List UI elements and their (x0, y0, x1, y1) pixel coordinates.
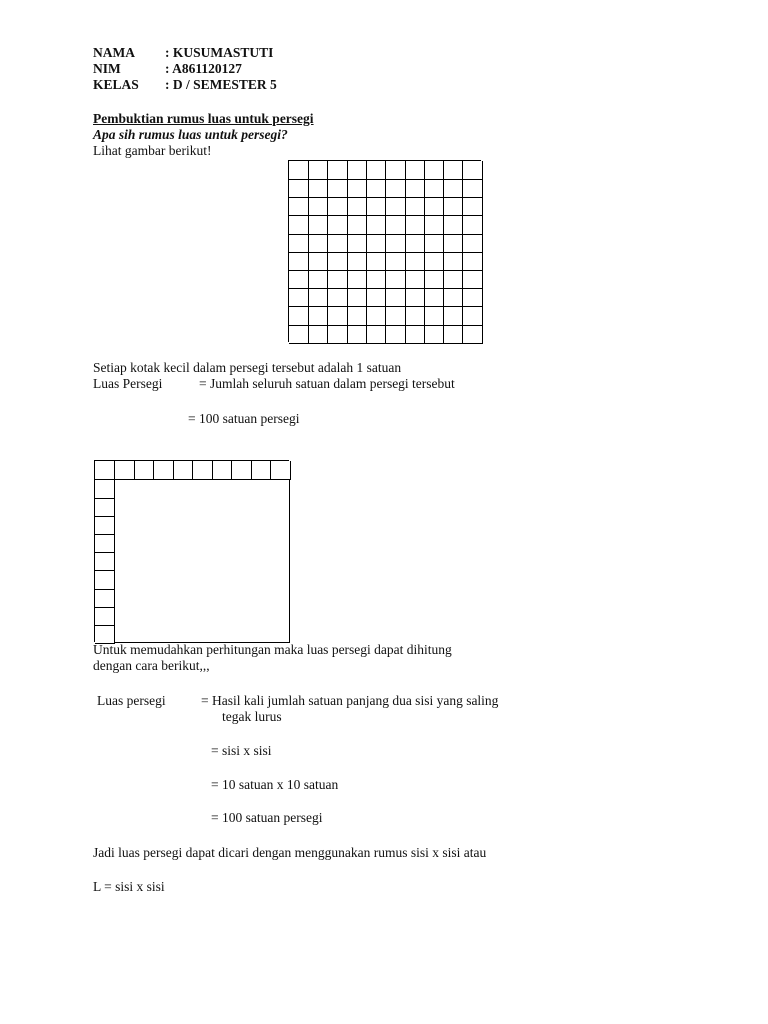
unit-square (424, 270, 444, 289)
unit-square (328, 197, 348, 216)
explain2-eq1b: tegak lurus (222, 709, 282, 724)
full-square-grid (288, 160, 481, 342)
unit-square (424, 216, 444, 235)
unit-square (443, 234, 463, 253)
top-unit-square (115, 461, 135, 480)
unit-square (424, 234, 444, 253)
unit-square (463, 307, 483, 326)
unit-square (328, 161, 348, 180)
unit-square (463, 179, 483, 198)
unit-square (308, 179, 328, 198)
unit-square (386, 325, 406, 344)
explain1-label: Luas Persegi (93, 376, 163, 391)
unit-square (463, 234, 483, 253)
unit-square (443, 307, 463, 326)
left-unit-square (95, 516, 115, 535)
unit-square (405, 270, 425, 289)
unit-square (366, 325, 386, 344)
explain2-label: Luas persegi (97, 693, 166, 708)
unit-square (463, 325, 483, 344)
unit-square (424, 179, 444, 198)
unit-square (366, 270, 386, 289)
nim-value: : A861120127 (165, 61, 242, 76)
unit-square (328, 234, 348, 253)
unit-square (424, 325, 444, 344)
unit-square (463, 270, 483, 289)
unit-square (366, 252, 386, 271)
conclusion-formula: L = sisi x sisi (93, 879, 165, 894)
left-unit-square (95, 498, 115, 517)
top-unit-square (173, 461, 193, 480)
unit-square (328, 288, 348, 307)
explain2-eq1: = Hasil kali jumlah satuan panjang dua sisi yang saling (201, 693, 499, 708)
unit-square (463, 161, 483, 180)
section-intro: Lihat gambar berikut! (93, 143, 212, 158)
unit-square (443, 270, 463, 289)
top-unit-square (134, 461, 154, 480)
unit-square (289, 270, 309, 289)
remaining-area (114, 479, 291, 643)
section-title: Pembuktian rumus luas untuk persegi (93, 111, 314, 126)
unit-square (405, 325, 425, 344)
unit-square (405, 179, 425, 198)
left-unit-square (95, 607, 115, 626)
unit-square (308, 197, 328, 216)
unit-square (308, 252, 328, 271)
top-unit-square (193, 461, 213, 480)
unit-square (405, 197, 425, 216)
unit-square (443, 252, 463, 271)
explain2-eq3: = 10 satuan x 10 satuan (211, 777, 339, 792)
unit-square (366, 179, 386, 198)
explain2-eq2: = sisi x sisi (211, 743, 272, 758)
side-units-grid (94, 460, 289, 642)
unit-square (347, 307, 367, 326)
top-unit-square (251, 461, 271, 480)
nama-label: NAMA (93, 45, 135, 60)
unit-square (347, 288, 367, 307)
unit-square (289, 325, 309, 344)
nim-label: NIM (93, 61, 121, 76)
unit-square (366, 161, 386, 180)
left-unit-square (95, 534, 115, 553)
unit-square (308, 161, 328, 180)
unit-square (289, 252, 309, 271)
unit-square (289, 179, 309, 198)
unit-square (347, 325, 367, 344)
unit-square (289, 216, 309, 235)
nama-value: : KUSUMASTUTI (165, 45, 274, 60)
kelas-label: KELAS (93, 77, 139, 92)
unit-square (328, 270, 348, 289)
unit-square (405, 161, 425, 180)
top-unit-square (95, 461, 115, 480)
unit-square (463, 216, 483, 235)
unit-square (443, 179, 463, 198)
unit-square (289, 288, 309, 307)
unit-square (366, 197, 386, 216)
unit-square (424, 307, 444, 326)
unit-square (443, 216, 463, 235)
unit-square (289, 234, 309, 253)
unit-square (347, 252, 367, 271)
unit-square (405, 216, 425, 235)
unit-square (328, 307, 348, 326)
unit-square (405, 288, 425, 307)
unit-square (308, 325, 328, 344)
unit-square (405, 234, 425, 253)
unit-square (366, 216, 386, 235)
unit-square (347, 234, 367, 253)
unit-square (308, 307, 328, 326)
unit-square (424, 197, 444, 216)
top-unit-square (271, 461, 291, 480)
unit-square (424, 161, 444, 180)
left-unit-square (95, 571, 115, 590)
unit-square (463, 288, 483, 307)
unit-square (463, 197, 483, 216)
unit-square (347, 270, 367, 289)
unit-square (347, 216, 367, 235)
explain1-eq1: = Jumlah seluruh satuan dalam persegi tersebut (199, 376, 455, 391)
explain2-line1: Untuk memudahkan perhitungan maka luas persegi dapat dihitung (93, 642, 452, 657)
kelas-value: : D / SEMESTER 5 (165, 77, 277, 92)
explain1-eq2: = 100 satuan persegi (188, 411, 300, 426)
unit-square (405, 307, 425, 326)
unit-square (308, 288, 328, 307)
unit-square (443, 325, 463, 344)
top-unit-square (154, 461, 174, 480)
unit-square (308, 270, 328, 289)
unit-square (424, 288, 444, 307)
top-unit-square (212, 461, 232, 480)
unit-square (289, 197, 309, 216)
unit-square (386, 216, 406, 235)
top-unit-square (232, 461, 252, 480)
unit-square (386, 179, 406, 198)
unit-square (366, 234, 386, 253)
unit-square (443, 197, 463, 216)
unit-square (308, 216, 328, 235)
unit-square (347, 197, 367, 216)
unit-square (386, 288, 406, 307)
explain2-eq4: = 100 satuan persegi (211, 810, 323, 825)
unit-square (386, 307, 406, 326)
unit-square (463, 252, 483, 271)
conclusion-line1: Jadi luas persegi dapat dicari dengan menggunakan rumus sisi x sisi atau (93, 845, 487, 860)
explain1-line1: Setiap kotak kecil dalam persegi tersebut adalah 1 satuan (93, 360, 402, 375)
unit-square (289, 307, 309, 326)
unit-square (386, 270, 406, 289)
unit-square (386, 252, 406, 271)
left-unit-square (95, 480, 115, 499)
unit-square (347, 161, 367, 180)
left-unit-square (95, 589, 115, 608)
section-question: Apa sih rumus luas untuk persegi? (93, 127, 288, 142)
unit-square (366, 307, 386, 326)
unit-square (443, 161, 463, 180)
unit-square (386, 161, 406, 180)
left-unit-square (95, 552, 115, 571)
unit-square (328, 216, 348, 235)
unit-square (424, 252, 444, 271)
unit-square (443, 288, 463, 307)
explain2-line2: dengan cara berikut,,, (93, 658, 210, 673)
unit-square (347, 179, 367, 198)
unit-square (366, 288, 386, 307)
unit-square (328, 179, 348, 198)
unit-square (328, 325, 348, 344)
unit-square (386, 197, 406, 216)
unit-square (386, 234, 406, 253)
unit-square (405, 252, 425, 271)
unit-square (289, 161, 309, 180)
unit-square (328, 252, 348, 271)
unit-square (308, 234, 328, 253)
